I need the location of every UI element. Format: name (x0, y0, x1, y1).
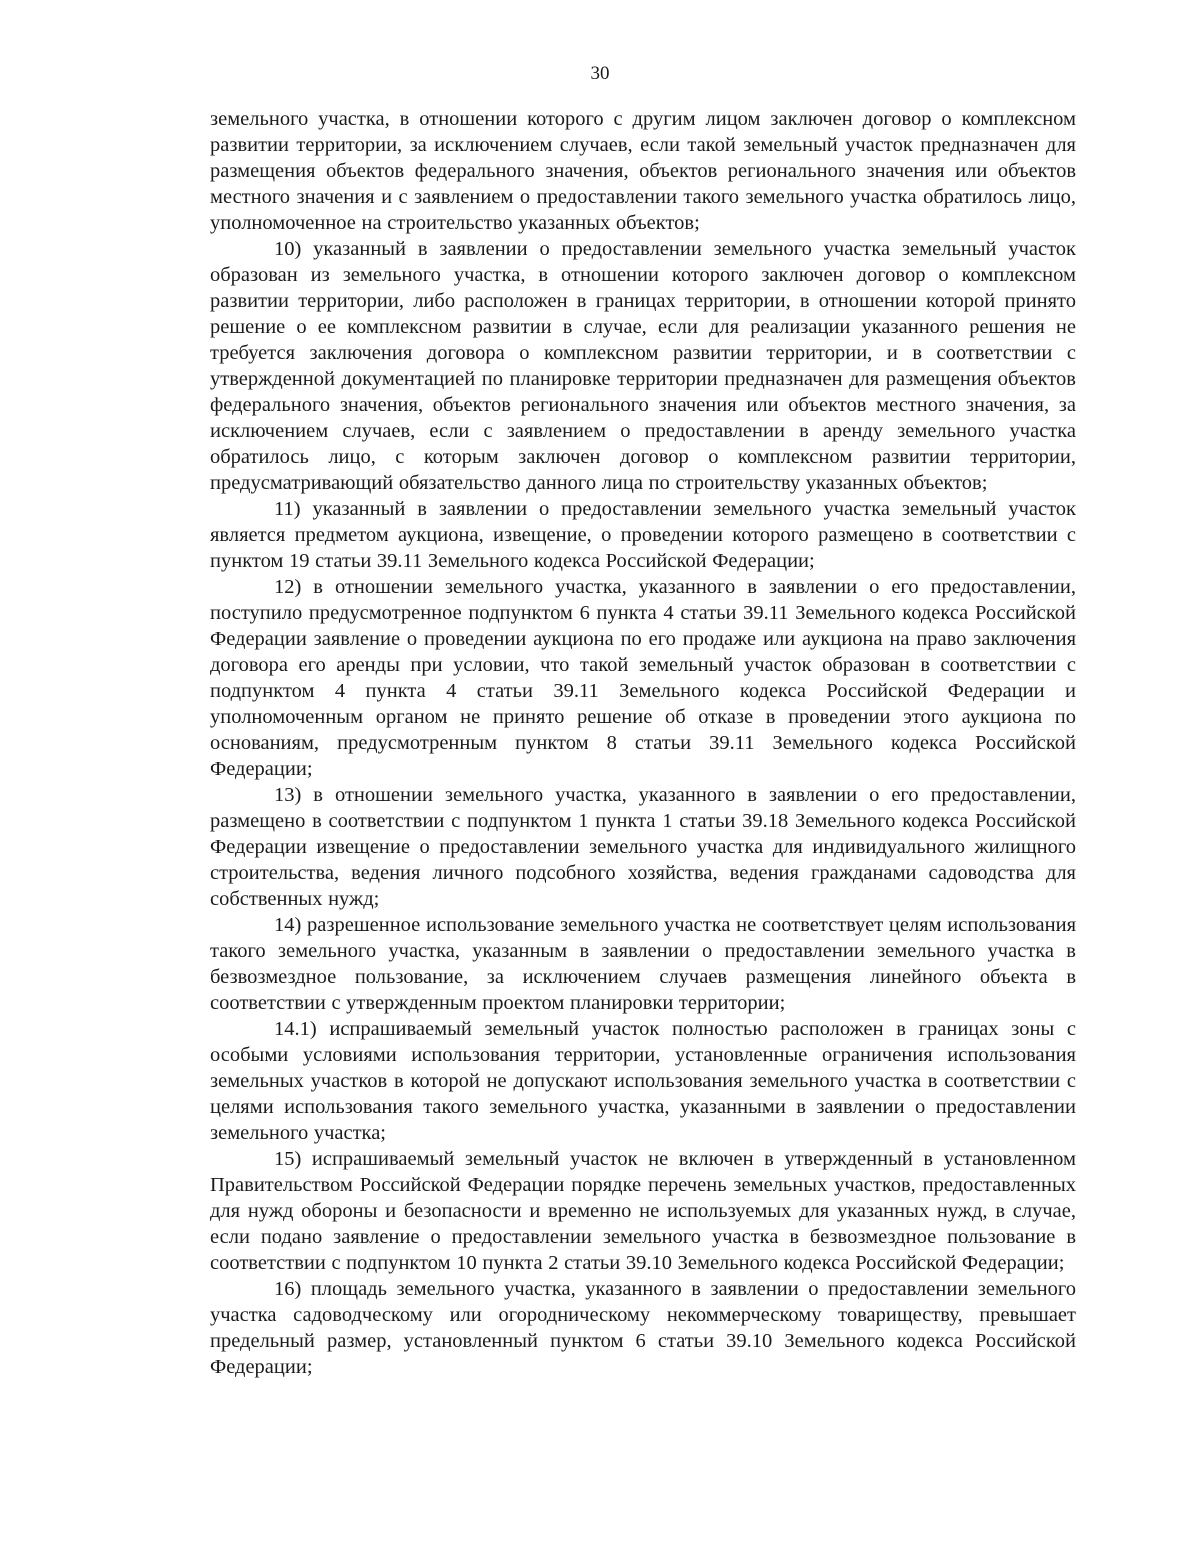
paragraph-item-11: 11) указанный в заявлении о предоставлении земельного участка земельный участок является предметом аукциона, извещение, о проведении которого размещено в соответствии с пунктом 19 статьи 39.11 Земельного кодекса Российской Федерации; (210, 498, 1076, 572)
paragraph-item-13: 13) в отношении земельного участка, указанного в заявлении о его предоставлении, размещено в соответствии с подпунктом 1 пункта 1 статьи 39.18 Земельного кодекса Российской Федерации извещение о предоставлении земельного участка для индивидуального жилищного строительства, ведения личного подсобного хозяйства, ведения гражданами садоводства для собственных нужд; (210, 784, 1076, 910)
paragraph-item-12: 12) в отношении земельного участка, указанного в заявлении о его предоставлении, поступило предусмотренное подпунктом 6 пункта 4 статьи 39.11 Земельного кодекса Российской Федерации заявление о проведении аукциона по его продаже или аукциона на право заключения договора его аренды при условии, что такой земельный участок образован в соответствии с подпунктом 4 пункта 4 статьи 39.11 Земельного кодекса Российской Федерации и уполномоченным органом не принято решение об отказе в проведении этого аукциона по основаниям, предусмотренным пунктом 8 статьи 39.11 Земельного кодекса Российской Федерации; (210, 576, 1076, 780)
page-number: 30 (590, 63, 610, 84)
paragraph-item-14: 14) разрешенное использование земельного участка не соответствует целям использования такого земельного участка, указанным в заявлении о предоставлении земельного участка в безвозмездное пользование, за исключением случаев размещения линейного объекта в соответствии с утвержденным проектом планировки территории; (210, 914, 1076, 1014)
paragraph-item-16: 16) площадь земельного участка, указанного в заявлении о предоставлении земельного участка садоводческому или огородническому некоммерческому товариществу, превышает предельный размер, установленный пунктом 6 статьи 39.10 Земельного кодекса Российской Федерации; (210, 1278, 1076, 1378)
paragraph-continuation: земельного участка, в отношении которого с другим лицом заключен договор о комплексном развитии территории, за исключением случаев, если такой земельный участок предназначен для размещения объектов федерального значения, объектов регионального значения или объектов местного значения и с заявлением о предоставлении такого земельного участка обратилось лицо, уполномоченное на строительство указанных объектов; (210, 108, 1076, 234)
paragraph-item-14-1: 14.1) испрашиваемый земельный участок полностью расположен в границах зоны с особыми условиями использования территории, установленные ограничения использования земельных участков в которой не допускают использования земельного участка в соответствии с целями использования такого земельного участка, указанными в заявлении о предоставлении земельного участка; (210, 1018, 1076, 1144)
paragraph-item-15: 15) испрашиваемый земельный участок не включен в утвержденный в установленном Правительством Российской Федерации порядке перечень земельных участков, предоставленных для нужд обороны и безопасности и временно не используемых для указанных нужд, в случае, если подано заявление о предоставлении земельного участка в безвозмездное пользование в соответствии с подпунктом 10 пункта 2 статьи 39.10 Земельного кодекса Российской Федерации; (210, 1148, 1076, 1274)
paragraph-item-10: 10) указанный в заявлении о предоставлении земельного участка земельный участок образован из земельного участка, в отношении которого заключен договор о комплексном развитии территории, либо расположен в границах территории, в отношении которой принято решение о ее комплексном развитии в случае, если для реализации указанного решения не требуется заключения договора о комплексном развитии территории, и в соответствии с утвержденной документацией по планировке территории предназначен для размещения объектов федерального значения, объектов регионального значения или объектов местного значения, за исключением случаев, если с заявлением о предоставлении в аренду земельного участка обратилось лицо, с которым заключен договор о комплексном развитии территории, предусматривающий обязательство данного лица по строительству указанных объектов; (210, 238, 1076, 494)
document-body (210, 106, 1076, 1380)
